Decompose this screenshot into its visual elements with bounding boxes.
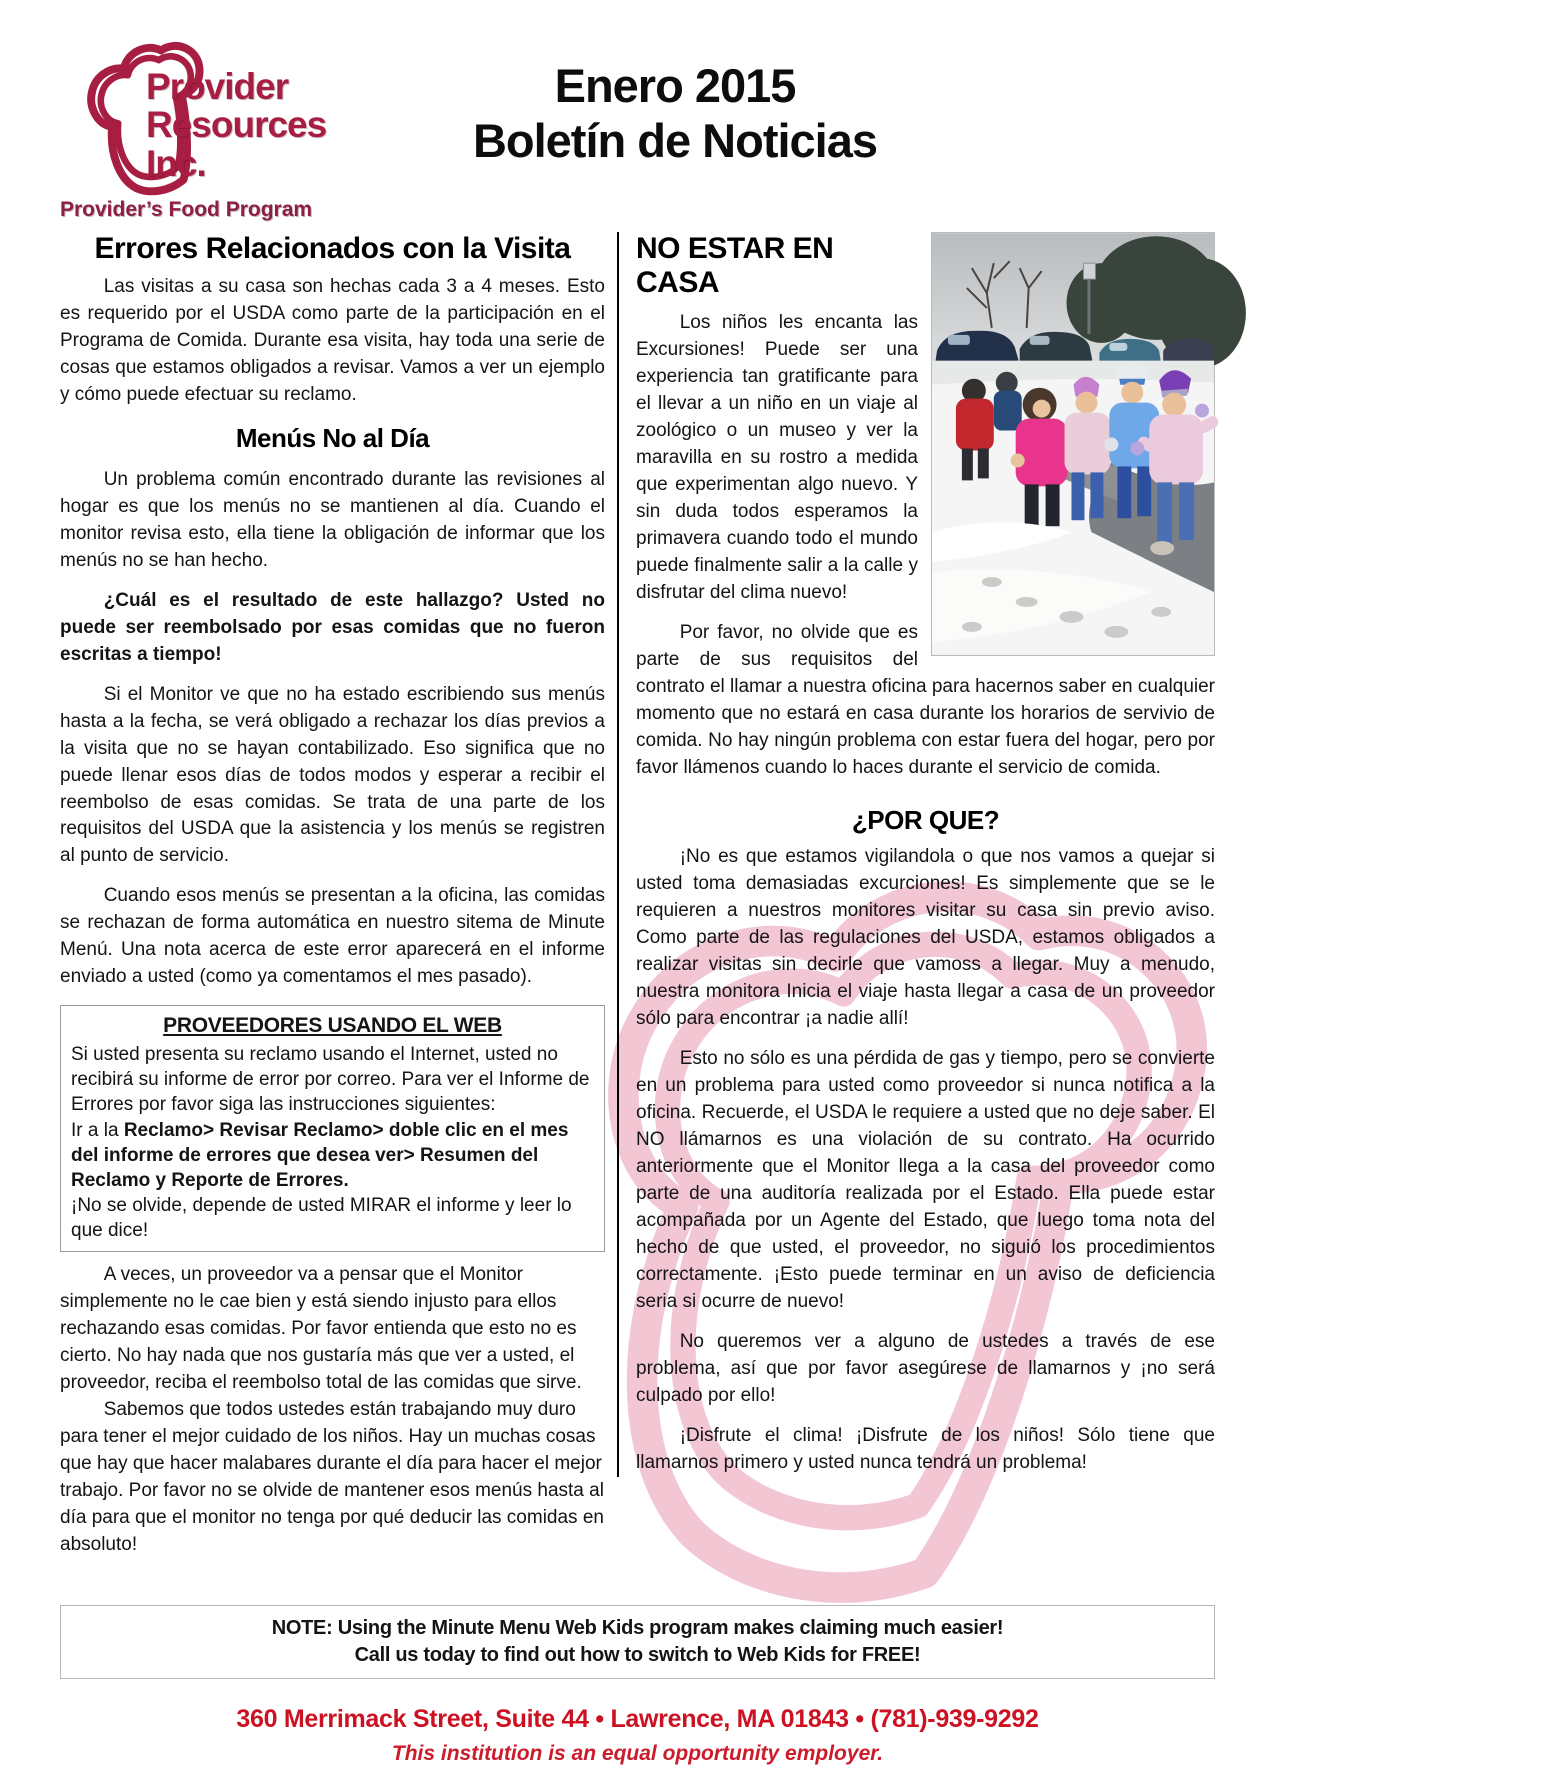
web-box-heading: PROVEEDORES USANDO EL WEB: [163, 1014, 502, 1038]
title-line2: Boletín de Noticias: [472, 114, 878, 168]
web-box-line3: ¡No se olvide, depende de usted MIRAR el informe y leer lo que dice!: [71, 1194, 572, 1241]
right-para-4: Esto no sólo es una pérdida de gas y tiempo, pero se convierte en un problema para usted como proveedor si nunca notifica a la oficina. Recuerde, el USDA le requiere a usted que no deje saber. El NO llámarnos es una violación de su contrato. Ha ocurrido anteriormente que el Monitor llega a la casa del proveedor como parte de una auditoría realizada por el Estado. Ella puede estar acompañada por un Agente del Estado, que luego toma nota del hecho de que usted, el proveedor, no siguió los procedimientos correctamente. ¡Esto puede terminar en un aviso de deficiencia seria si ocurre de nuevo!: [636, 1048, 1215, 1312]
right-para-3: ¡No es que estamos vigilandola o que nos vamos a quejar si usted toma demasiadas excurciones! Es simplemente que se le requieren a nuestros monitores visitar su casa sin previo aviso. Como parte de las regulaciones del USDA, estamos obligados a realizar visitas sin decirle que vamoss a llegar. Muy a menudo, nuestra monitora Inicia el viaje hasta llegar a casa de un proveedor sólo para encontrar ¡a nadie allí!: [636, 846, 1215, 1030]
left-para-2: Un problema común encontrado durante las revisiones al hogar es que los menús no se mantienen al día. Cuando el monitor revisa esto, ella tiene la obligación de informar que los menús no se han hecho.: [60, 468, 605, 571]
left-para-3: ¿Cuál es el resultado de este hallazgo? Usted no puede ser reembolsado por esas comidas que no fueron escritas a tiempo!: [60, 589, 605, 665]
address-line: 360 Merrimack Street, Suite 44 • Lawrence, MA 01843 • (781)-939-9292: [236, 1704, 1039, 1733]
two-column-body: [60, 232, 1215, 1559]
right-para-6: ¡Disfrute el clima! ¡Disfrute de los niños! Sólo tiene que llamarnos primero y usted nunca tendrá un problema!: [636, 1424, 1215, 1473]
web-box-line1: Si usted presenta su reclamo usando el Internet, usted no recibirá su informe de error por correo. Para ver el Informe de Errores por favor siga las instrucciones siguientes:: [71, 1044, 590, 1116]
footer: [0, 1705, 1275, 1766]
note-line1: NOTE: Using the Minute Menu Web Kids program makes claiming much easier!: [271, 1616, 1004, 1639]
left-para-5: Cuando esos menús se presentan a la oficina, las comidas se rechazan de forma automática en nuestro sitema de Minute Menú. Una nota acerca de este error aparecerá en el informe enviado a usted (como ya comentamos el mes pasado).: [60, 885, 605, 988]
left-column: [60, 232, 605, 1559]
right-para-1: Los niños les encanta las Excursiones! Puede ser una experiencia tan gratificante para el llevar a un niño en un viaje al zoológico o un museo y ver la maravilla en su rostro a medida que experimentan algo nuevo. Y sin duda todos esperamos la primavera cuando todo el mundo puede finalmente salir a la calle y disfrutar del clima nuevo!: [636, 312, 918, 603]
newsletter-title: [380, 58, 970, 169]
left-para-1: Las visitas a su casa son hechas cada 3 a 4 meses. Esto es requerido por el USDA como parte de la participación en el Programa de Comida. Durante esa visita, hay toda una serie de cosas que estamos obligados a revisar. Vamos a ver un ejemplo y cómo puede efectuar su reclamo.: [60, 276, 605, 405]
left-subheading: Menús No al Día: [235, 422, 430, 453]
children-snow-photo: [931, 232, 1215, 656]
left-para-7: Sabemos que todos ustedes están trabajando muy duro para tener el mejor cuidado de los niños. Hay un muchas cosas que hay que hacer malabares durante el día para hacer el mejor trabajo. Por favor no se olvide de mantener esos menús hasta al día para que el monitor no tenga por qué deducir las comidas en absoluto!: [60, 1398, 604, 1555]
note-line2: Call us today to find out how to switch to Web Kids for FREE!: [354, 1643, 921, 1666]
left-heading: Errores Relacionados con la Visita: [94, 232, 571, 265]
title-line1: Enero 2015: [554, 59, 796, 112]
equal-opportunity-line: This institution is an equal opportunity employer.: [391, 1741, 884, 1765]
logo-tagline: Provider’s Food Program: [60, 198, 313, 221]
provider-resources-logo: [38, 30, 378, 230]
logo-line1: Provider: [146, 66, 289, 107]
web-box-line2: [71, 1118, 594, 1193]
web-box-line2-prefix: Ir a la: [71, 1119, 124, 1141]
logo-line3: Inc.: [146, 142, 206, 184]
right-column: [617, 232, 1215, 1477]
web-box-line2-path: Reclamo> Revisar Reclamo> doble clic en el mes del informe de errores que desea ver> Resumen del Reclamo y Reporte de Errores.: [71, 1119, 569, 1191]
right-para-5: No queremos ver a alguno de ustedes a través de ese problema, así que por favor asegúrese de llamarnos y ¡no será culpado por ello!: [636, 1330, 1215, 1406]
right-heading: NO ESTAR EN CASA: [636, 232, 834, 299]
logo-line2: Resources: [146, 104, 327, 146]
logo-wordmark: [146, 68, 326, 183]
right-subheading: ¿POR QUE?: [851, 805, 1000, 836]
left-para-4: Si el Monitor ve que no ha estado escribiendo sus menús hasta a la fecha, se verá obligado a rechazar los días previos a la visita que no se hayan contabilizado. Eso significa que no puede llenar esos días de todos modos y esperar a recibir el reembolso de esas comidas. Se trata de una parte de los requisitos del USDA que la asistencia y los menús se registren al punto de servicio.: [60, 683, 605, 867]
right-para-2: Por favor, no olvide que es parte de sus requisitos del contrato el llamar a nuestra oficina para hacernos saber en cualquier momento que no estará en casa durante los horarios de servivio de comida. No hay ningún problema con estar fuera del hogar, pero por favor llámenos cuando lo haces durante el servicio de comida.: [636, 621, 1215, 778]
left-para-6: A veces, un proveedor va a pensar que el Monitor simplemente no le cae bien y está siendo injusto para ellos rechazando esas comidas. Por favor entienda que esto no es cierto. No hay nada que nos gustaría más que ver a usted, el proveedor, reciba el reembolso total de las comidas que sirve.: [60, 1263, 582, 1393]
header: [0, 0, 1275, 232]
web-providers-box: [60, 1005, 605, 1252]
minute-menu-note-box: [60, 1605, 1215, 1679]
